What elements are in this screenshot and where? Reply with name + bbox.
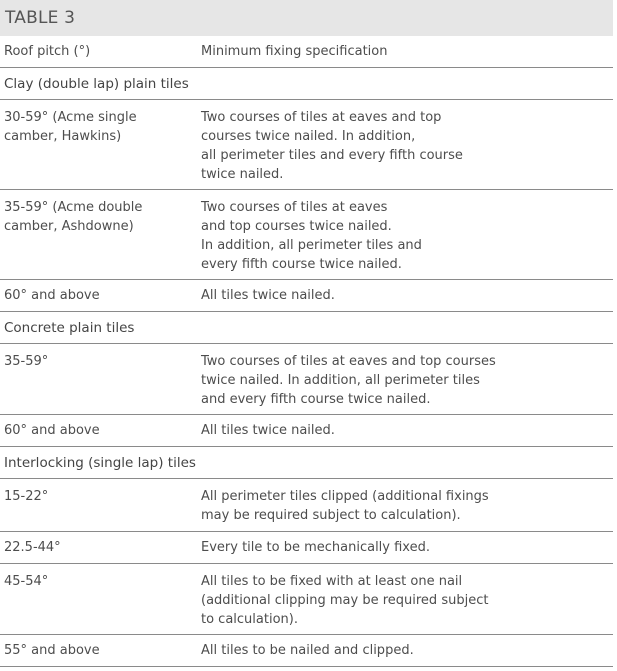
spec-cell: All tiles to be nailed and clipped.: [201, 643, 414, 658]
table-row: [0, 479, 613, 532]
table-row: [0, 564, 613, 635]
table-row: [0, 190, 613, 280]
pitch-cell: 55° and above: [4, 643, 100, 658]
table-row: [0, 635, 613, 667]
pitch-cell: 15-22°: [4, 489, 49, 504]
table-row: [0, 532, 613, 564]
section-heading-clay: Clay (double lap) plain tiles: [0, 68, 613, 100]
header-roof-pitch: Roof pitch (°): [4, 44, 91, 59]
spec-cell: Two courses of tiles at eaves and top courses twice nailed. In addition, all perimeter tiles and every fifth course twice nailed.: [201, 200, 422, 272]
spec-cell: All tiles twice nailed.: [201, 423, 335, 438]
spec-cell: All perimeter tiles clipped (additional fixings may be required subject to calculation).: [201, 489, 489, 523]
table-title: TABLE 3: [0, 0, 613, 36]
table-header-row: [0, 36, 613, 68]
spec-cell: All tiles twice nailed.: [201, 288, 335, 303]
spec-cell: All tiles to be fixed with at least one nail (additional clipping may be required subject to calculation).: [201, 574, 489, 627]
pitch-cell: 35-59°: [4, 354, 49, 369]
table-row: [0, 344, 613, 415]
spec-cell: Two courses of tiles at eaves and top courses twice nailed. In addition, all perimeter tiles and every fifth course twice nailed.: [201, 354, 496, 407]
spec-cell: Every tile to be mechanically fixed.: [201, 540, 430, 555]
table-row: [0, 280, 613, 312]
pitch-cell: 60° and above: [4, 288, 100, 303]
section-heading-interlocking: Interlocking (single lap) tiles: [0, 447, 613, 479]
pitch-cell: 35-59° (Acme double camber, Ashdowne): [4, 200, 143, 234]
pitch-cell: 45-54°: [4, 574, 49, 589]
spec-cell: Two courses of tiles at eaves and top courses twice nailed. In addition, all perimeter tiles and every fifth course twice nailed.: [201, 110, 463, 182]
pitch-cell: 22.5-44°: [4, 540, 61, 555]
pitch-cell: 60° and above: [4, 423, 100, 438]
header-fixing-spec: Minimum fixing specification: [201, 44, 388, 59]
section-heading-concrete: Concrete plain tiles: [0, 312, 613, 344]
table-row: [0, 415, 613, 447]
pitch-cell: 30-59° (Acme single camber, Hawkins): [4, 110, 137, 144]
table-row: [0, 100, 613, 190]
